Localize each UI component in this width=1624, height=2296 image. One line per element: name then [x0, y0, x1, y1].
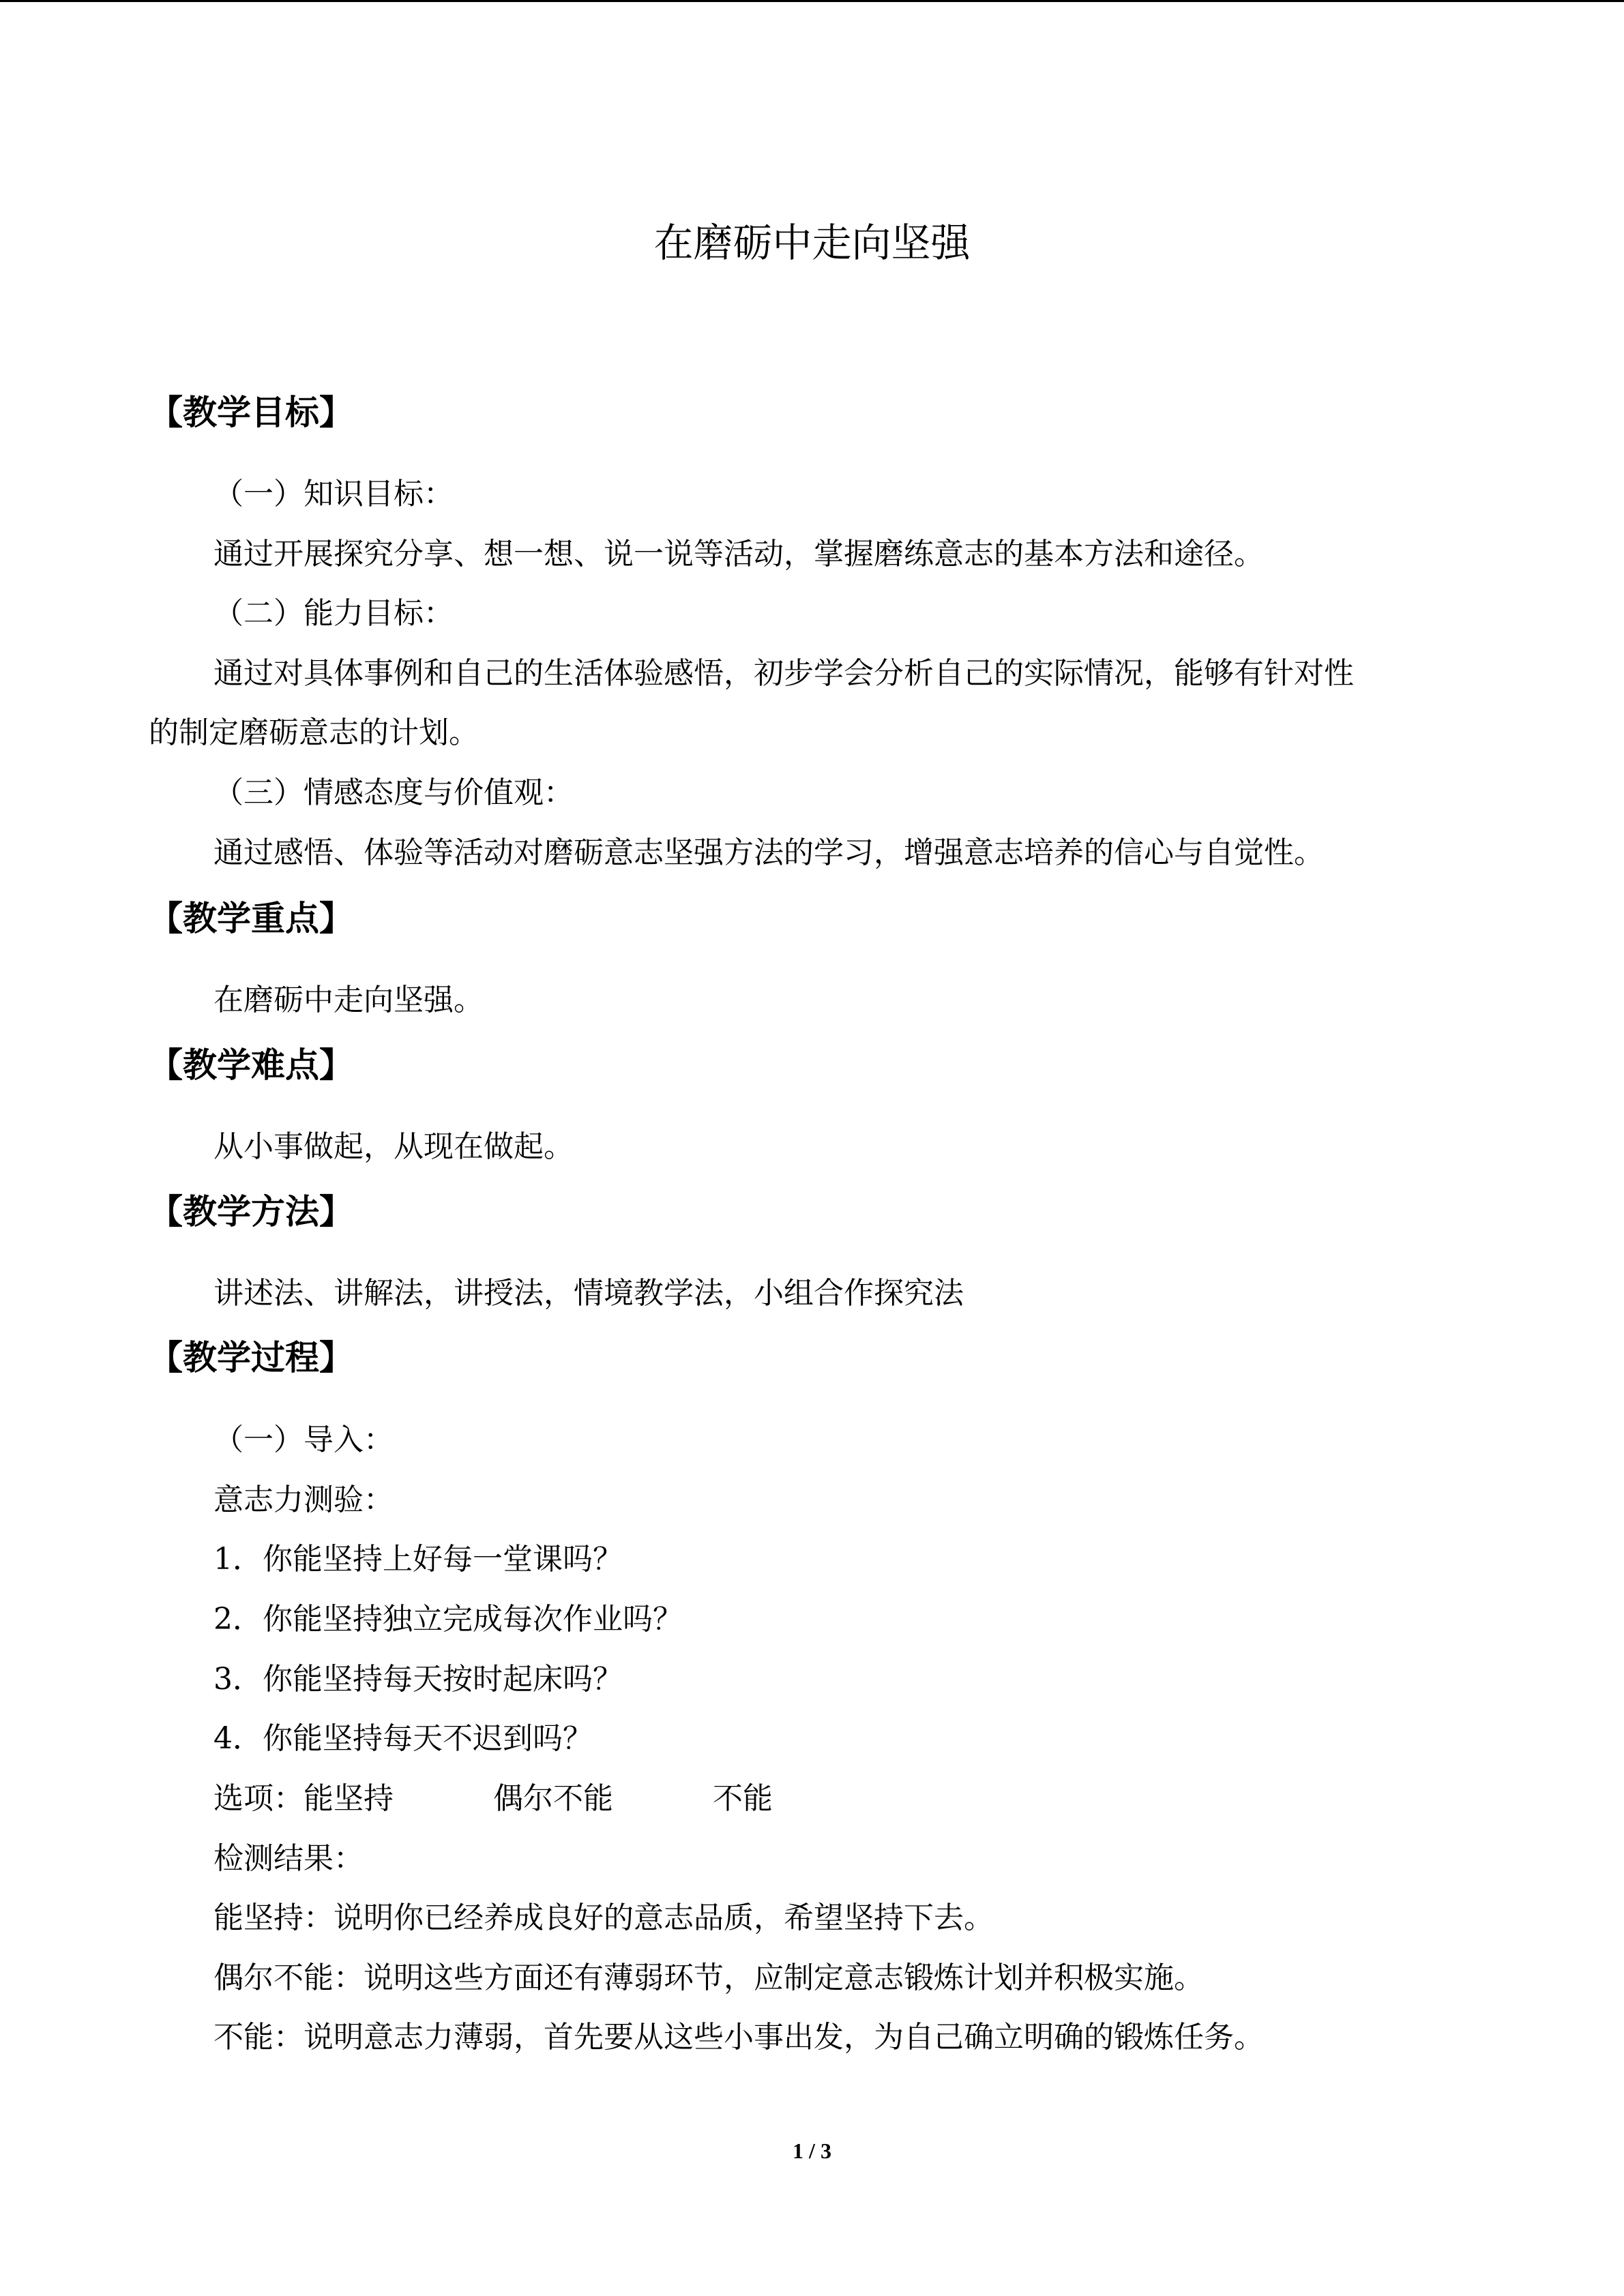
document-title: 在磨砺中走向坚强 — [653, 220, 971, 266]
page-number: 1 / 3 — [793, 2138, 831, 2163]
methods-text: 讲述法、讲解法，讲授法，情境教学法，小组合作探究法 — [213, 1276, 964, 1311]
intro-label: （一）导入： — [213, 1422, 394, 1457]
emotion-objective-text: 通过感悟、体验等活动对磨砺意志坚强方法的学习，增强意志培养的信心与自觉性。 — [213, 835, 1324, 870]
question-item: 2．你能坚持独立完成每次作业吗？ — [213, 1602, 683, 1637]
result-item: 偶尔不能：说明这些方面还有薄弱环节，应制定意志锻炼计划并积极实施。 — [213, 1960, 1204, 1995]
option-sometimes-not: 偶尔不能 — [493, 1781, 613, 1816]
ability-objective-text-line-2: 的制定磨砺意志的计划。 — [149, 715, 479, 750]
knowledge-objective-text: 通过开展探究分享、想一想、说一说等活动，掌握磨练意志的基本方法和途径。 — [213, 537, 1264, 571]
willpower-test-label: 意志力测验： — [213, 1482, 394, 1517]
result-item: 不能：说明意志力薄弱，首先要从这些小事出发，为自己确立明确的锻炼任务。 — [213, 2020, 1264, 2055]
ability-objective-text-line-1: 通过对具体事例和自己的生活体验感悟，初步学会分析自己的实际情况，能够有针对性 — [213, 656, 1354, 691]
emotion-objective-label: （三）情感态度与价值观： — [213, 775, 574, 810]
question-item: 4．你能坚持每天不迟到吗？ — [213, 1721, 593, 1756]
heading-process: 【教学过程】 — [149, 1338, 353, 1377]
test-result-label: 检测结果： — [213, 1841, 364, 1876]
heading-key-points: 【教学重点】 — [149, 899, 353, 938]
knowledge-objective-label: （一）知识目标： — [213, 477, 454, 511]
options-line — [213, 1778, 773, 1819]
question-item: 3．你能坚持每天按时起床吗？ — [213, 1662, 623, 1697]
option-cannot: 不能 — [713, 1781, 773, 1816]
heading-teaching-objectives: 【教学目标】 — [149, 393, 353, 432]
result-item: 能坚持：说明你已经养成良好的意志品质，希望坚持下去。 — [213, 1900, 994, 1935]
heading-difficulties: 【教学难点】 — [149, 1045, 353, 1085]
heading-methods: 【教学方法】 — [149, 1192, 353, 1232]
question-item: 1．你能坚持上好每一堂课吗？ — [213, 1542, 623, 1577]
difficulties-text: 从小事做起，从现在做起。 — [213, 1129, 574, 1164]
key-points-text: 在磨砺中走向坚强。 — [213, 983, 484, 1017]
ability-objective-label: （二）能力目标： — [213, 596, 454, 631]
option-can-persist: 选项：能坚持 — [213, 1781, 394, 1816]
